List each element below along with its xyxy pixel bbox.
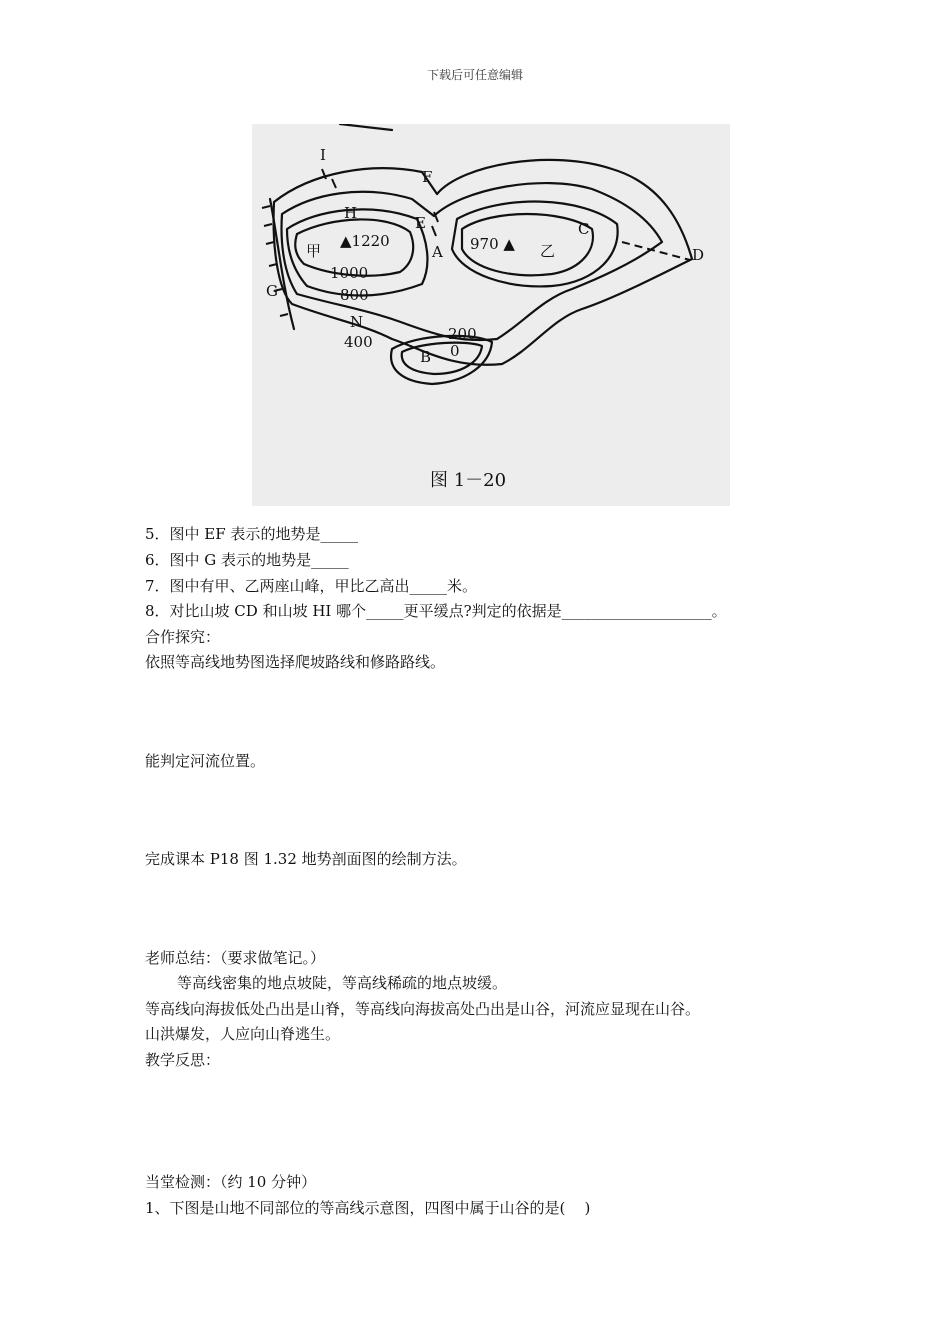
label-c: C xyxy=(578,220,590,238)
question-6: 6．图中 G 表示的地势是_____ xyxy=(145,551,349,569)
section-cooperative-inquiry: 合作探究： xyxy=(145,628,221,646)
contour-label-1000: 1000 xyxy=(330,264,369,282)
inquiry-route: 依照等高线地势图选择爬坡路线和修路路线。 xyxy=(145,653,446,671)
section-teacher-summary: 老师总结：（要求做笔记。） xyxy=(145,949,326,967)
inquiry-profile: 完成课本 P18 图 1.32 地势剖面图的绘制方法。 xyxy=(145,850,467,868)
label-b: B xyxy=(420,348,432,366)
label-d: D xyxy=(692,246,705,264)
summary-line-3: 山洪爆发，人应向山脊逃生。 xyxy=(145,1025,341,1043)
contour-label-400: 400 xyxy=(344,333,373,351)
label-jia: 甲 xyxy=(306,242,322,260)
question-8: 8．对比山坡 CD 和山坡 HI 哪个_____更平缓点?判定的依据是____________________。 xyxy=(145,602,727,620)
contour-label-200: 200 xyxy=(448,325,477,343)
label-e: E xyxy=(415,214,426,232)
ridge-dashed-cd xyxy=(622,242,690,260)
label-f: F xyxy=(422,168,433,186)
label-a: A xyxy=(432,243,443,261)
label-n: N xyxy=(350,313,364,331)
contour-label-800: 800 xyxy=(340,286,369,304)
section-class-test: 当堂检测：（约 10 分钟） xyxy=(145,1173,317,1191)
page-header: 下载后可任意编辑 xyxy=(426,68,523,82)
label-g: G xyxy=(266,282,278,300)
peak-yi: 970 ▲ xyxy=(470,235,515,253)
peak-jia: ▲1220 xyxy=(340,232,390,250)
test-question-1: 1、下图是山地不同部位的等高线示意图，四图中属于山谷的是( ) xyxy=(145,1199,591,1217)
label-yi: 乙 xyxy=(540,242,556,260)
figure-caption: 图 1－20 xyxy=(430,470,507,491)
question-7: 7．图中有甲、乙两座山峰，甲比乙高出_____米。 xyxy=(145,577,478,595)
summary-line-1: 等高线密集的地点坡陡，等高线稀疏的地点坡缓。 xyxy=(177,974,508,992)
summary-line-2: 等高线向海拔低处凸出是山脊，等高线向海拔高处凸出是山谷，河流应显现在山谷。 xyxy=(145,1000,701,1018)
label-h: H xyxy=(344,204,358,222)
section-teaching-reflection: 教学反思： xyxy=(145,1051,221,1069)
inquiry-river: 能判定河流位置。 xyxy=(145,752,266,770)
contour-map-drawing xyxy=(252,124,730,506)
question-5: 5．图中 EF 表示的地势是_____ xyxy=(145,525,358,543)
contour-label-0: 0 xyxy=(450,342,460,360)
contour-map-figure xyxy=(252,124,730,506)
label-i: I xyxy=(320,146,326,164)
map-edge-mark xyxy=(340,124,392,130)
